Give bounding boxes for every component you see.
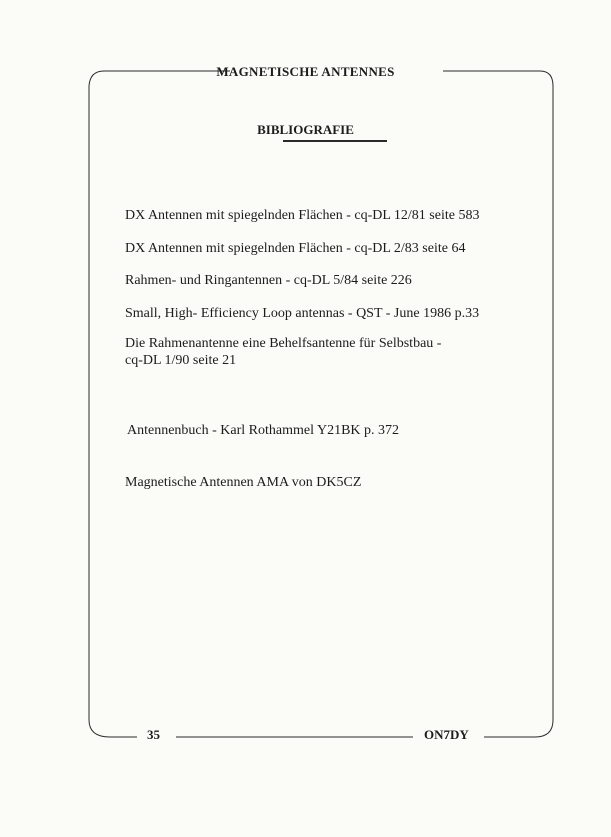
reference-item: Magnetische Antennen AMA von DK5CZ (125, 475, 362, 490)
reference-item: Rahmen- und Ringantennen - cq-DL 5/84 seite 226 (125, 273, 412, 288)
reference-item: Small, High- Efficiency Loop antennas - QST - June 1986 p.33 (125, 306, 480, 321)
reference-item-continuation: cq-DL 1/90 seite 21 (125, 353, 237, 368)
header-title: MAGNETISCHE ANTENNES (216, 64, 395, 79)
footer-page-number: 35 (147, 727, 160, 742)
reference-item: DX Antennen mit spiegelnden Flächen - cq-DL 12/81 seite 583 (125, 208, 480, 223)
section-title-underline (283, 140, 387, 142)
reference-item: Die Rahmenantenne eine Behelfsantenne für Selbstbau - (125, 336, 442, 351)
footer-author: ON7DY (424, 727, 469, 742)
reference-item: DX Antennen mit spiegelnden Flächen - cq-DL 2/83 seite 64 (125, 241, 466, 256)
section-title: BIBLIOGRAFIE (257, 122, 354, 137)
reference-item: Antennenbuch - Karl Rothammel Y21BK p. 372 (127, 423, 400, 438)
